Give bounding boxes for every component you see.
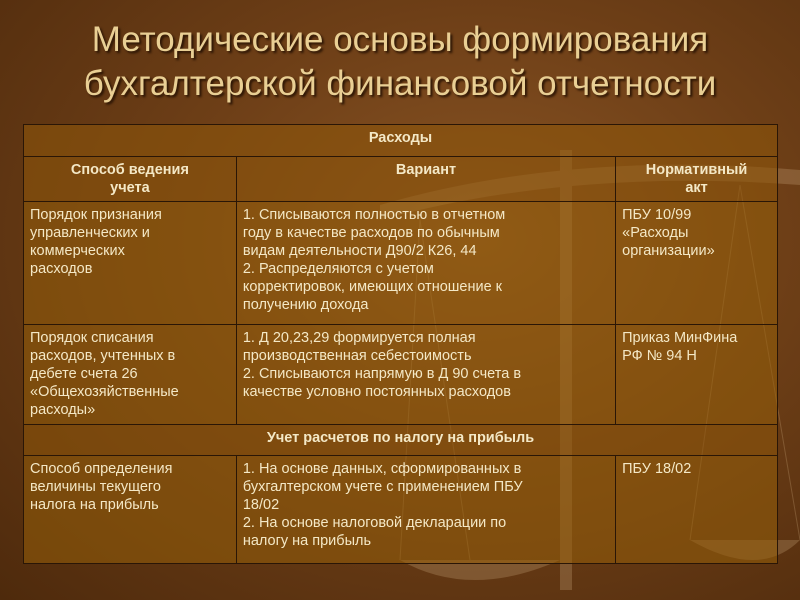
cell-normative-act: ПБУ 10/99 «Расходы организации» — [616, 202, 778, 325]
cell-variant: 1. Д 20,23,29 формируется полная производственная себестоимость 2. Списываются напрямую в Д 90 счета в качестве условно постоянных расходов — [236, 325, 615, 425]
section-header-expenses: Расходы — [24, 125, 778, 157]
cell-method: Порядок списания расходов, учтенных в дебете счета 26 «Общехозяйственные расходы» — [24, 325, 237, 425]
column-header-method: Способ ведения учета — [24, 157, 237, 202]
column-header-normative-act: Нормативный акт — [616, 157, 778, 202]
table-row — [24, 325, 778, 425]
cell-normative-act: ПБУ 18/02 — [616, 456, 778, 564]
cell-method: Способ определения величины текущего налога на прибыль — [24, 456, 237, 564]
column-header-variant: Вариант — [236, 157, 615, 202]
cell-variant: 1. Списываются полностью в отчетном году в качестве расходов по обычным видам деятельности Д90/2 К26, 44 2. Распределяются с учетом корректировок, имеющих отношение к получению дохода — [236, 202, 615, 325]
expenses-table — [23, 124, 778, 564]
table-row — [24, 456, 778, 564]
cell-normative-act: Приказ МинФина РФ № 94 Н — [616, 325, 778, 425]
slide-title: Методические основы формирования бухгалтерской финансовой отчетности — [83, 20, 717, 103]
cell-variant: 1. На основе данных, сформированных в бухгалтерском учете с применением ПБУ 18/02 2. На основе налоговой декларации по налогу на прибыль — [236, 456, 615, 564]
cell-method: Порядок признания управленческих и коммерческих расходов — [24, 202, 237, 325]
section-header-profit-tax: Учет расчетов по налогу на прибыль — [24, 425, 778, 456]
table-row — [24, 202, 778, 325]
